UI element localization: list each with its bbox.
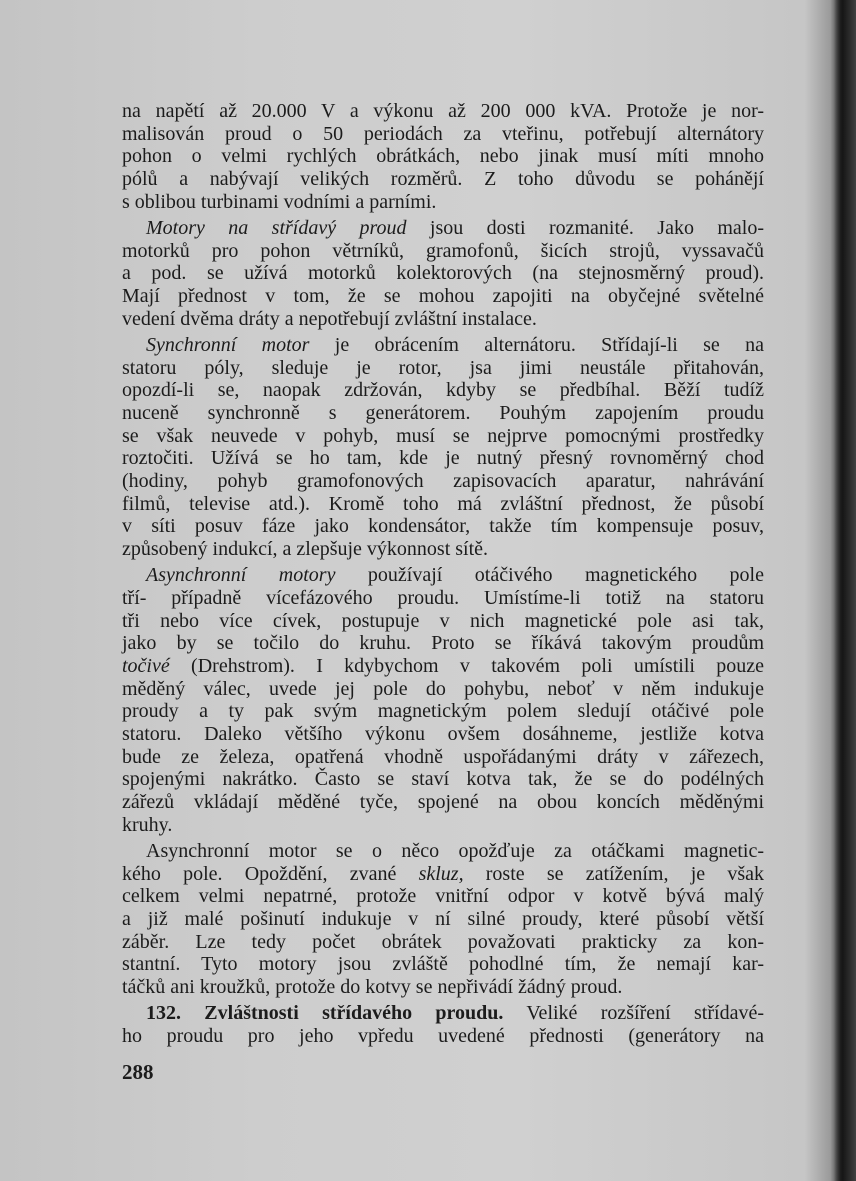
text-segment: proudy a ty pak svým magnetickým polem sledují otáčivé pole — [122, 700, 764, 723]
text-line — [122, 262, 764, 285]
text-segment: celkem velmi nepatrné, protože vnitřní odpor v kotvě bývá malý — [122, 885, 764, 908]
text-line — [122, 100, 764, 123]
text-segment: kého pole. Opoždění, zvané — [122, 862, 419, 885]
text-segment: se však neuvede v pohyb, musí se nejprve pomocnými prostředky — [122, 424, 764, 447]
text-segment: zářezů vkládají měděné tyče, spojené na obou koncích měděnými — [122, 791, 764, 814]
text-segment: statoru póly, sleduje je rotor, jsa jimi neustále přitahován, — [122, 356, 764, 379]
text-line — [122, 470, 764, 493]
text-line — [122, 655, 764, 678]
text-segment: motorků pro pohon větrníků, gramofonů, šicích strojů, vyssavačů — [122, 239, 764, 262]
text-segment: jsou dosti rozmanité. Jako malo- — [406, 216, 764, 239]
text-segment: táčků ani kroužků, protože do kotvy se nepřivádí žádný proud. — [122, 976, 623, 999]
text-line — [122, 402, 764, 425]
text-segment: nuceně synchronně s generátorem. Pouhým zapojením proudu — [122, 401, 764, 424]
text-line — [122, 240, 764, 263]
text-line — [122, 379, 764, 402]
text-segment: tří- případně vícefázového proudu. Umístíme-li totiž na statoru — [122, 586, 764, 609]
text-line — [122, 700, 764, 723]
italic-term: točivé — [122, 655, 170, 677]
text-segment: tři nebo více cívek, postupuje v nich magnetické pole asi tak, — [122, 609, 764, 632]
text-segment: Mají přednost v tom, že se mohou zapojiti na obyčejné světelné — [122, 285, 764, 307]
text-segment: opozdí-li se, naopak zdržován, kdyby se předbíhal. Běží tudíž — [122, 379, 764, 402]
text-line — [122, 334, 764, 357]
text-line — [122, 217, 764, 240]
text-line — [122, 746, 764, 769]
text-segment: pohon o velmi rychlých obrátkách, nebo jinak musí míti mnoho — [122, 145, 764, 168]
text-segment: na napětí až 20.000 V a výkonu až 200 000 kVA. Protože je nor- — [122, 100, 764, 122]
text-segment: malisován proud o 50 periodách za vteřinu, potřebují alternátory — [122, 122, 764, 145]
text-line — [122, 425, 764, 448]
text-segment: (hodiny, pohyb gramofonových zapisovacích aparatur, nahrávání — [122, 470, 764, 492]
text-segment: Veliké rozšíření střídavé- — [503, 1002, 764, 1025]
text-line — [122, 885, 764, 908]
text-line — [122, 493, 764, 516]
text-segment: s oblibou turbinami vodními a parními. — [122, 190, 437, 213]
paragraph — [122, 564, 764, 836]
text-line — [122, 632, 764, 655]
text-segment: filmů, televise atd.). Kromě toho má zvláštní přednost, že působí — [122, 492, 764, 515]
text-segment: v síti posuv fáze jako kondensátor, takže tím kompensuje posuv, — [122, 515, 764, 538]
text-line — [122, 863, 764, 886]
text-line — [122, 678, 764, 701]
text-line — [122, 191, 764, 214]
text-segment: záběr. Lze tedy počet obrátek považovati prakticky za kon- — [122, 930, 764, 953]
italic-term: skluz, — [418, 862, 464, 885]
page-number: 288 — [122, 1060, 154, 1084]
text-segment: měděný válec, uvede jej pole do pohybu, neboť v něm indukuje — [122, 677, 764, 700]
text-segment: roste se zatížením, je však — [463, 862, 764, 885]
text-segment: roztočiti. Užívá se ho tam, kde je nutný přesný rovnoměrný chod — [122, 447, 764, 470]
paragraph — [122, 100, 764, 213]
text-line — [122, 908, 764, 931]
text-segment: Asynchronní motor se o něco opožďuje za otáčkami magnetic- — [146, 840, 764, 862]
text-segment: je obrácením alternátoru. Střídají-li se na — [309, 333, 764, 356]
text-line — [122, 515, 764, 538]
text-line — [122, 447, 764, 470]
text-segment: kruhy. — [122, 813, 173, 836]
text-line — [122, 976, 764, 999]
text-line — [122, 285, 764, 308]
italic-term: Motory na střídavý proud — [146, 216, 407, 239]
text-segment: statoru. Daleko většího výkonu ovšem dosáhneme, jestliže kotva — [122, 723, 764, 746]
book-binding-edge — [834, 0, 856, 1181]
text-segment: a již malé pošinutí indukuje v ní silné proudy, které působí větší — [122, 908, 764, 931]
text-line — [122, 931, 764, 954]
text-segment: a pod. se užívá motorků kolektorových (na stejnosměrný proud). — [122, 262, 764, 285]
text-segment: pólů a nabývají velikých rozměrů. Z toho důvodu se pohánějí — [122, 168, 764, 191]
text-line — [122, 723, 764, 746]
text-segment: spojenými nakrátko. Často se staví kotva tak, že se do podélných — [122, 768, 764, 791]
text-line — [122, 768, 764, 791]
text-line — [122, 953, 764, 976]
text-segment: bude ze železa, opatřená vhodně uspořádanými dráty v zářezech, — [122, 745, 764, 768]
text-line — [122, 145, 764, 168]
text-line — [122, 610, 764, 633]
text-line — [122, 791, 764, 814]
italic-term: Synchronní motor — [146, 333, 310, 356]
text-line — [122, 1002, 764, 1025]
text-segment: používají otáčivého magnetického pole — [335, 564, 764, 587]
italic-term: Asynchronní motory — [146, 564, 336, 587]
text-line — [122, 587, 764, 610]
page-body — [122, 100, 764, 1048]
text-segment: ho proudu pro jeho vpředu uvedené přednosti (generátory na — [122, 1025, 764, 1047]
text-line — [122, 1025, 764, 1048]
text-line — [122, 308, 764, 331]
paragraph — [122, 217, 764, 330]
text-line — [122, 168, 764, 191]
paragraph — [122, 334, 764, 561]
paragraph — [122, 1002, 764, 1047]
text-segment: způsobený indukcí, a zlepšuje výkonnost sítě. — [122, 538, 489, 561]
text-line — [122, 538, 764, 561]
text-segment: (Drehstrom). I kdybychom v takovém poli umístili pouze — [169, 655, 764, 677]
text-line — [122, 564, 764, 587]
text-line — [122, 123, 764, 146]
text-segment: stantní. Tyto motory jsou zvláště pohodlné tím, že nemají kar- — [122, 953, 764, 976]
text-segment: vedení dvěma dráty a nepotřebují zvláštní instalace. — [122, 307, 537, 330]
text-line — [122, 840, 764, 863]
text-segment: jako by se točilo do kruhu. Proto se říkává takovým proudům — [122, 632, 764, 655]
text-line — [122, 357, 764, 380]
text-line — [122, 814, 764, 837]
paragraph — [122, 840, 764, 999]
section-heading: 132. Zvláštnosti střídavého proudu. — [146, 1002, 504, 1025]
